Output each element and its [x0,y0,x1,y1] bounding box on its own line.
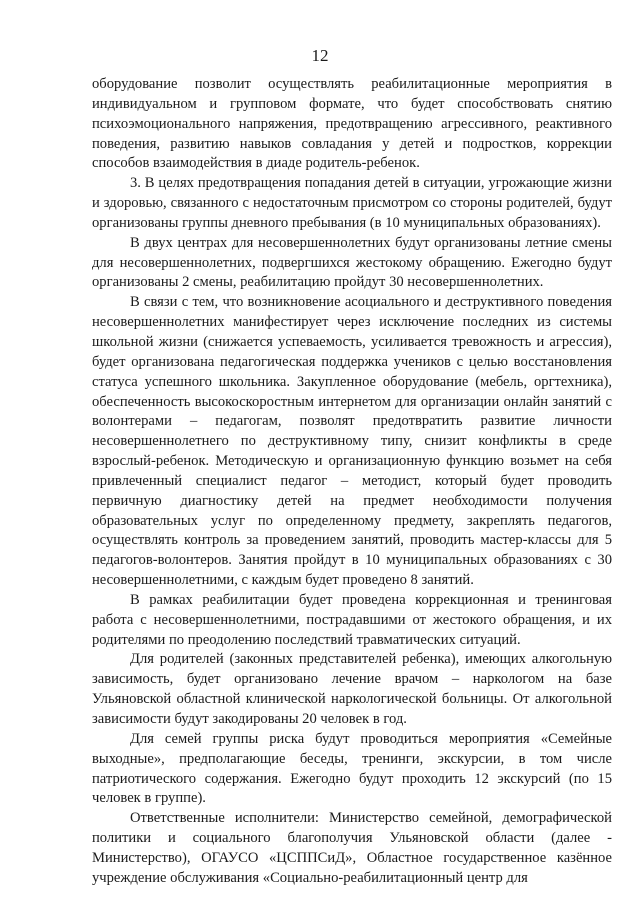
paragraph-alcohol-treatment: Для родителей (законных представителей ребенка), имеющих алкогольную зависимость, будет организовано лечение врачом – наркологом на базе Ульяновской областной клинической наркологической больницы. От алкогольной зависимости будут закодированы 20 человек в год. [92,651,612,727]
paragraph-rehabilitation: В рамках реабилитации будет проведена коррекционная и тренинговая работа с несовершеннолетними, пострадавшими от жестокого обращения, и их родителями по преодолению последствий травматических ситуаций. [92,591,612,648]
document-body [92,75,612,889]
paragraph-equipment-continuation: оборудование позволит осуществлять реабилитационные мероприятия в индивидуальном и групповом формате, что будет способствовать снятию психоэмоционального напряжения, предотвращению агрессивного, реактивного поведения, развитию навыков совладания у детей и подростков, коррекции способов взаимодействия в диаде родитель-ребенок. [92,76,612,172]
paragraph-day-groups: 3. В целях предотвращения попадания детей в ситуации, угрожающие жизни и здоровью, связанного с недостаточным присмотром со стороны родителей, будут организованы группы дневного пребывания (в 10 муниципальных образованиях). [92,175,612,231]
paragraph-summer-shifts: В двух центрах для несовершеннолетних будут организованы летние смены для несовершеннолетних, подвергшихся жестокому обращению. Ежегодно будут организованы 2 смены, реабилитацию пройдут 30 несовершеннолетних. [92,234,612,291]
paragraph-responsible-executors: Ответственные исполнители: Министерство семейной, демографической политики и социального благополучия Ульяновской области (далее - Министерство), ОГАУСО «ЦСППСиД», Областное государственное казённое учреждение обслуживания «Социально-реабилитационный центр для [92,810,612,886]
page-number: 12 [311,46,329,65]
paragraph-pedagogical-support: В связи с тем, что возникновение асоциального и деструктивного поведения несовершеннолетних манифестирует через исключение последних из системы школьной жизни (снижается успеваемость, усиливается тревожность и агрессия), будет организована педагогическая поддержка учеников с целью восстановления статуса успешного школьника. Закупленное оборудование (мебель, оргтехника), обеспеченность высокоскоростным интернетом для организации онлайн занятий с волонтерами – педагогам, позволят предотвратить развитие личности несовершеннолетнего по деструктивному типу, снизит конфликты в среде взрослый-ребенок. Методическую и организационную функцию возьмет на себя привлеченный специалист педагог – методист, который будет проводить первичную диагностику детей на предмет необходимости получения образовательных услуг по определенному предмету, закреплять педагогов, осуществлять контроль за проведением занятий, проводить мастер-классы для 5 педагогов-волонтеров. Занятия пройдут в 10 муниципальных образованиях с 30 несовершеннолетними, с каждым будет проведено 8 занятий. [92,294,612,589]
paragraph-family-weekends: Для семей группы риска будут проводиться мероприятия «Семейные выходные», предполагающие беседы, тренинги, экскурсии, в том числе патриотического содержания. Ежегодно будут проходить 12 экскурсий (по 15 человек в группе). [92,730,612,807]
